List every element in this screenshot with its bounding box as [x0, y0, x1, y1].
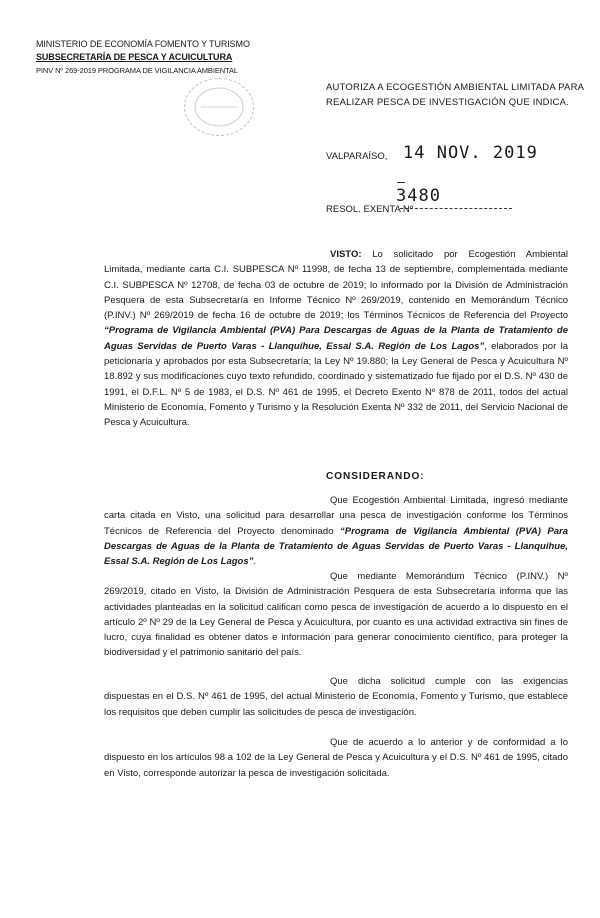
- visto-lead: VISTO:: [330, 249, 362, 260]
- considerando-paragraph-1: [104, 493, 568, 569]
- p3-text: Que mediante Memorándum Técnico (P.INV.) Nº 269/2019, citado en Visto, la División de Administración Pesquera de esta Subsecretaría informa que las actividades planteadas en la solicitud califican como pesca de investigación de acuerdo a lo dispuesto en el artículo 2º Nº 29 de la Ley General de Pesca y Acuicultura, por cuanto es una actividad extractiva sin fines de lucro, cuya finalidad es obtener datos e información para generar conocimiento científico, para proteger la biodiversidad y el patrimonio sanitario del país.: [104, 571, 568, 659]
- considerando-paragraph-2: [104, 569, 568, 661]
- stamp-graphic: [185, 79, 253, 135]
- p2-text-a: Que Ecogestión Ambiental Limitada, ingresó mediante carta citada en Visto, una solicitud para desarrollar una pesca de investigación conforme los Términos Técnicos de Referencia del Proyecto denominado: [104, 495, 568, 537]
- subsecretaria-heading: SUBSECRETARÍA DE PESCA Y ACUICULTURA: [36, 52, 233, 62]
- handwritten-mark: [397, 182, 405, 183]
- p4-text: Que dicha solicitud cumple con las exigencias dispuestas en el D.S. Nº 461 de 1995, del actual Ministerio de Economía, Fomento y Turismo, que establece los requisitos que deben cumplir las solicitudes de pesca de investigación.: [104, 676, 568, 718]
- resolution-label: RESOL. EXENTA Nº: [326, 204, 414, 215]
- visto-text-a: Lo solicitado por Ecogestión Ambiental Limitada, mediante carta C.I. SUBPESCA Nº 11998, de fecha 13 de septiembre, complementada mediante C.I. SUBPESCA Nº 12708, de fecha 03 de octubre de 2019; lo informado por la División de Administración Pesquera de esta Subsecretaría en Informe Técnico Nº 269/2019, contenido en Memorándum Técnico (P.INV.) Nº 269/2019 de fecha 16 de octubre de 2019; los Términos Técnicos de Referencia del Proyecto: [104, 249, 568, 322]
- visto-project-title: “Programa de Vigilancia Ambiental (PVA) Para Descargas de Aguas de la Planta de Tratamiento de Aguas Servidas de Puerto Varas - Llanquihue, Essal S.A. Región de Los Lagos”: [104, 325, 568, 352]
- p2-text-b: .: [253, 556, 257, 568]
- ministry-heading: MINISTERIO DE ECONOMÍA FOMENTO Y TURISMO: [36, 39, 250, 49]
- resolution-date: 14 NOV. 2019: [403, 143, 538, 163]
- official-stamp: [184, 78, 254, 136]
- p2-project-title: “Programa de Vigilancia Ambiental (PVA) Para Descargas de Aguas de la Planta de Tratamiento de Aguas Servidas de Puerto Varas - Llanquihue, Essal S.A. Región de Los Lagos”: [104, 525, 568, 568]
- considerando-paragraph-4: [104, 735, 568, 781]
- p5-text: Que de acuerdo a lo anterior y de conformidad a lo dispuesto en los artículos 98 a 102 de la Ley General de Pesca y Acuicultura y el D.S. Nº 461 de 1995, citado en Visto, corresponde autorizar la pesca de investigación solicitada.: [104, 737, 568, 779]
- program-reference: PINV Nº 269-2019 PROGRAMA DE VIGILANCIA AMBIENTAL: [36, 66, 238, 75]
- resolution-number: 3480: [396, 186, 441, 206]
- resolution-number-line: [400, 208, 512, 209]
- resolution-subject: AUTORIZA A ECOGESTIÓN AMBIENTAL LIMITADA PARA REALIZAR PESCA DE INVESTIGACIÓN QUE INDICA.: [326, 82, 584, 108]
- considerando-paragraph-3: [104, 674, 568, 720]
- visto-paragraph: [104, 247, 568, 431]
- considerando-heading: CONSIDERANDO:: [326, 471, 425, 482]
- place-label: VALPARAÍSO,: [326, 151, 388, 162]
- visto-text-b: , elaborados por la peticionaria y aprobados por esta Subsecretaría; la Ley Nº 19.880; la Ley General de Pesca y Acuicultura Nº 18.892 y sus modificaciones cuyo texto refundido, coordinado y sistematizado fue fijado por el D.S. Nº 430 de 1991, el D.F.L. Nº 5 de 1983, el D.S. Nº 461 de 1995, el Decreto Exento Nº 878 de 2011, todos del actual Ministerio de Economía, Fomento y Turismo y la Resolución Exenta Nº 332 de 2011, del Servicio Nacional de Pesca y Acuicultura.: [104, 340, 568, 429]
